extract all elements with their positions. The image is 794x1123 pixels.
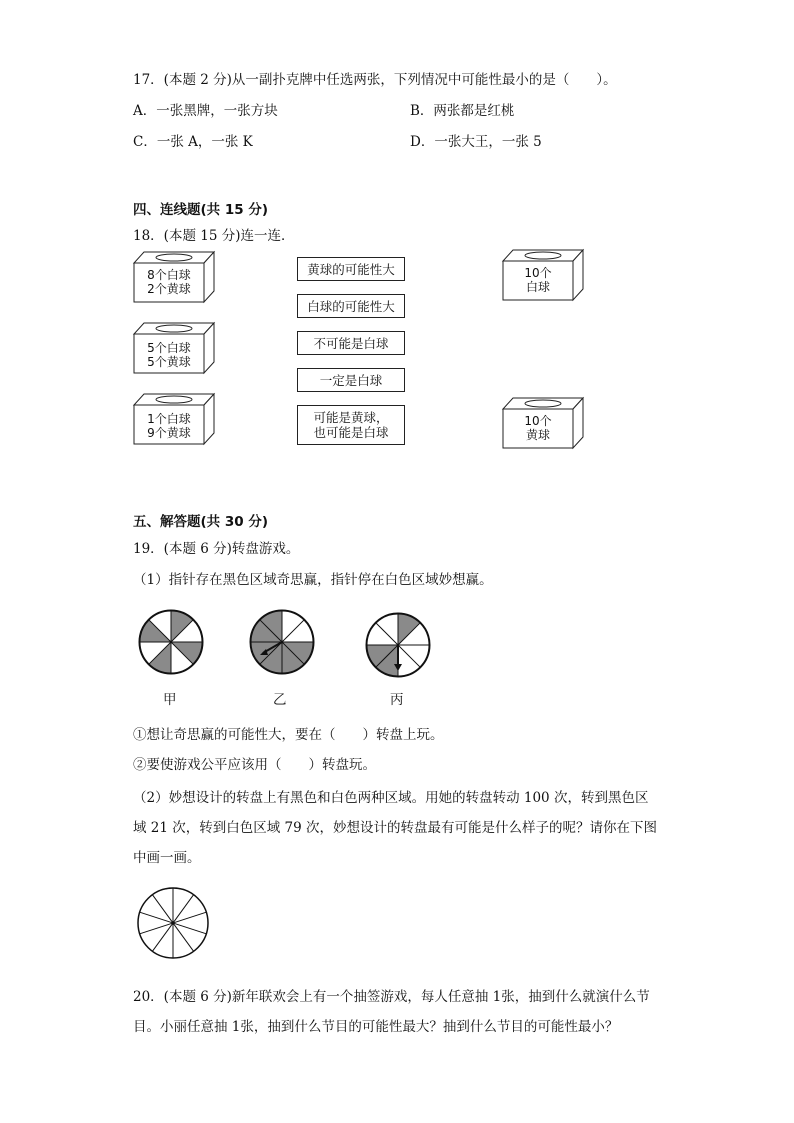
section-title-answers: 五、解答题(共 30 分) — [133, 514, 269, 530]
ball-box-5 — [502, 397, 584, 453]
label-cannot-be-white: 不可能是白球 — [297, 331, 405, 355]
q20-line2: 目。小丽任意抽 1张，抽到什么节目的可能性最大？抽到什么节目的可能性最小？ — [133, 1019, 619, 1035]
blank-spinner — [136, 886, 210, 964]
ball-box-5-line2: 黄球 — [525, 428, 550, 442]
q19-part2-line2: 域 21 次，转到白色区域 79 次，妙想设计的转盘最有可能是什么样子的呢？请你在下图 — [133, 820, 658, 836]
spinner-yi — [249, 609, 315, 679]
q17-option-b: B．两张都是红桃 — [410, 103, 515, 119]
label-either-color — [297, 405, 405, 445]
label-either-line2: 也可能是白球 — [313, 425, 389, 440]
label-must-be-white: 一定是白球 — [297, 368, 405, 392]
q17-stem: 17．(本题 2 分)从一副扑克牌中任选两张，下列情况中可能性最小的是（ ）。 — [133, 72, 617, 88]
label-yellow-more-likely: 黄球的可能性大 — [297, 257, 405, 281]
ball-box-4 — [502, 249, 584, 305]
ball-box-1-line1: 8个白球 — [147, 268, 191, 282]
q20-line1: 20．(本题 6 分)新年联欢会上有一个抽签游戏，每人任意抽 1张，抽到什么就演什么节 — [133, 989, 650, 1005]
q19-part1: （1）指针存在黑色区域奇思赢，指针停在白色区域妙想赢。 — [133, 572, 493, 588]
ball-box-4-line1: 10个 — [524, 266, 552, 280]
ball-box-3 — [133, 393, 215, 449]
ball-box-4-line2: 白球 — [525, 280, 550, 294]
ball-box-2-line2: 5个黄球 — [147, 355, 191, 369]
spinner-label-jia: 甲 — [163, 692, 177, 708]
ball-box-2 — [133, 322, 215, 378]
spinner-label-bing: 丙 — [390, 692, 404, 708]
q17-option-d: D．一张大王，一张 5 — [410, 134, 542, 150]
ball-box-5-line1: 10个 — [524, 414, 552, 428]
ball-box-1-line2: 2个黄球 — [147, 282, 191, 296]
q17-option-a: A．一张黑牌，一张方块 — [133, 103, 278, 119]
blank-spinner-icon — [136, 886, 210, 960]
ball-box-2-line1: 5个白球 — [147, 341, 191, 355]
spinner-label-yi: 乙 — [273, 692, 287, 708]
label-either-line1: 可能是黄球， — [313, 410, 389, 425]
q19-sub1: ①想让奇思赢的可能性大，要在（ ）转盘上玩。 — [133, 727, 444, 743]
spinner-yi-icon — [249, 609, 315, 675]
q19-sub2: ②要使游戏公平应该用（ ）转盘玩。 — [133, 757, 376, 773]
q19-part2-line3: 中画一画。 — [133, 850, 201, 866]
ball-box-3-line1: 1个白球 — [147, 412, 191, 426]
spinner-jia-icon — [138, 609, 204, 675]
q19-stem: 19．(本题 6 分)转盘游戏。 — [133, 541, 300, 557]
spinner-bing — [365, 612, 431, 682]
ball-box-1 — [133, 251, 215, 307]
section-title-matching: 四、连线题(共 15 分) — [133, 202, 269, 218]
label-white-more-likely: 白球的可能性大 — [297, 294, 405, 318]
ball-box-3-line2: 9个黄球 — [147, 426, 191, 440]
q17-option-c: C．一张 A，一张 K — [133, 134, 253, 150]
q19-part2-line1: （2）妙想设计的转盘上有黑色和白色两种区域。用她的转盘转动 100 次，转到黑色区 — [133, 790, 649, 806]
q18-stem: 18．(本题 15 分)连一连． — [133, 228, 295, 244]
spinner-bing-icon — [365, 612, 431, 678]
spinner-jia — [138, 609, 204, 679]
